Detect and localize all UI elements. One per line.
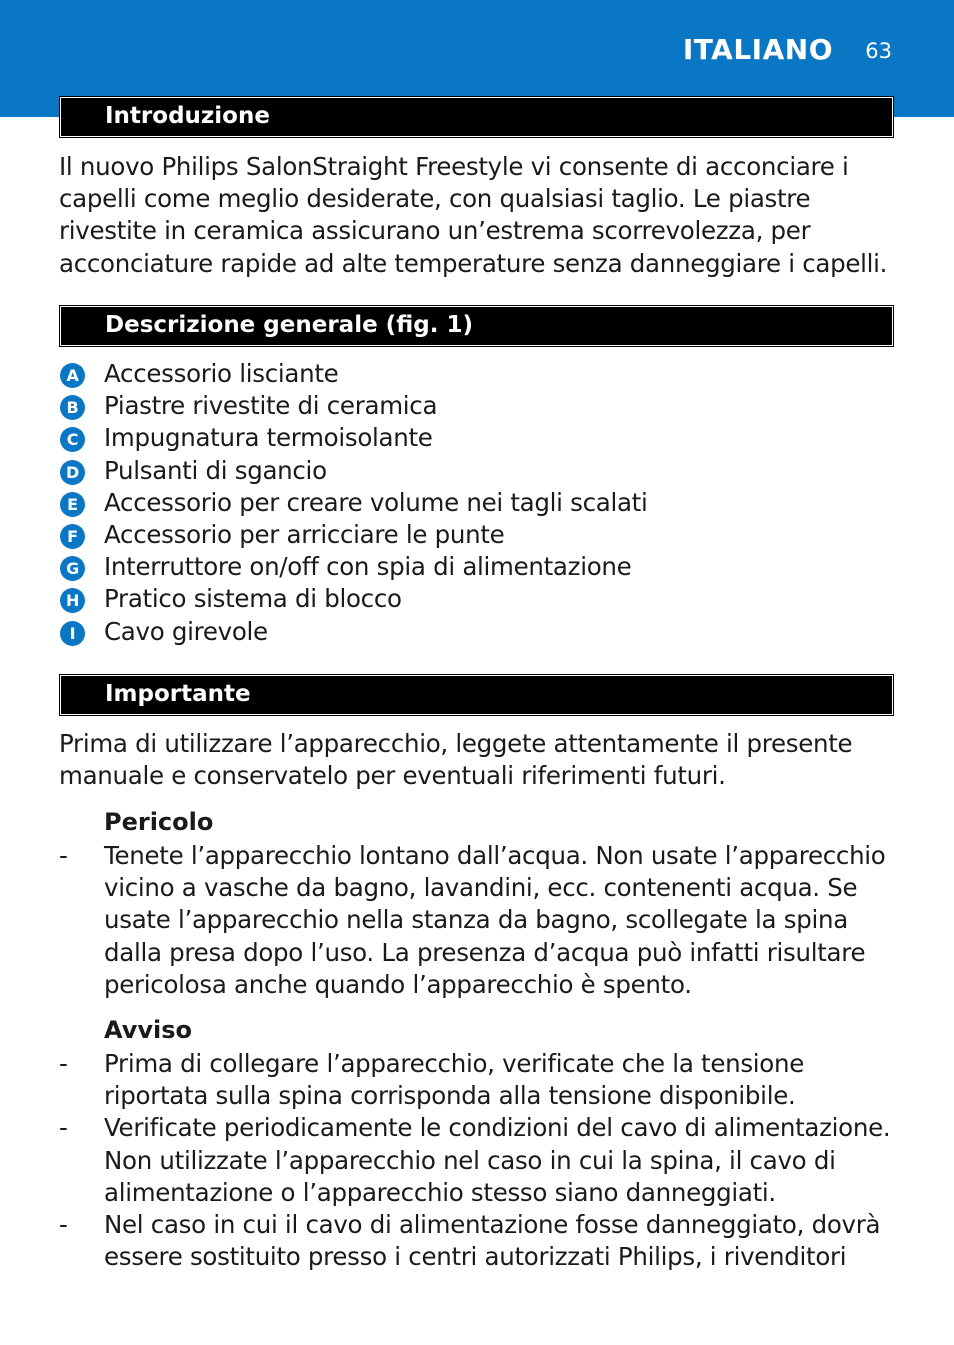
part-label: Accessorio per creare volume nei tagli scalati: [104, 487, 648, 517]
dash-bullet: -: [59, 1049, 68, 1078]
section-header-introduzione: [60, 97, 893, 137]
dash-bullet: -: [59, 1113, 68, 1143]
bullet-text: Tenete l’apparecchio lontano dall’acqua. Non usate l’apparecchio vicino a vasche da bagno, lavandini, ecc. contenenti acqua. Se usate l’apparecchio nella stanza da bagno, scollegate la spina dalla presa dopo l’uso. La presenza d’acqua può infatti risultare pericolosa anche quando l’apparecchio è spento.: [104, 841, 886, 999]
part-label: Cavo girevole: [104, 616, 268, 646]
dash-bullet: -: [59, 1210, 68, 1240]
part-label: Accessorio per arricciare le punte: [104, 519, 505, 549]
page-number: 63: [865, 39, 892, 63]
section-title: Importante: [105, 681, 251, 707]
list-item: [60, 390, 648, 422]
list-item: [60, 422, 648, 454]
danger-heading: Pericolo: [104, 808, 214, 836]
letter-badge-icon: G: [60, 556, 85, 581]
part-label: Accessorio lisciante: [104, 359, 339, 388]
section-title: Descrizione generale (fig. 1): [105, 312, 473, 338]
part-label: Pulsanti di sgancio: [104, 455, 327, 485]
list-item: [59, 1112, 899, 1209]
part-label: Impugnatura termoisolante: [104, 423, 433, 453]
list-item: [60, 519, 648, 551]
list-item: [59, 840, 899, 1001]
section-header-descrizione: [60, 306, 893, 346]
part-label: Interruttore on/off con spia di alimentazione: [104, 552, 632, 582]
warning-heading: Avviso: [104, 1016, 193, 1044]
bullet-text: Verificate periodicamente le condizioni del cavo di alimentazione. Non utilizzate l’apparecchio nel caso in cui la spina, il cavo di alimentazione o l’apparecchio stesso siano danneggiati.: [104, 1113, 891, 1207]
list-item: [60, 358, 648, 390]
letter-badge-icon: B: [60, 395, 85, 420]
important-paragraph: Prima di utilizzare l’apparecchio, leggete attentamente il presente manuale e conservatelo per eventuali riferimenti futuri.: [59, 729, 853, 791]
parts-list: [60, 358, 648, 648]
language-title: ITALIANO: [682, 33, 833, 66]
part-label: Pratico sistema di blocco: [104, 584, 402, 614]
bullet-text: Prima di collegare l’apparecchio, verificate che la tensione riportata sulla spina corrisponda alla tensione disponibile.: [104, 1049, 804, 1111]
list-item: [59, 1209, 899, 1273]
letter-badge-icon: C: [60, 427, 85, 452]
letter-badge-icon: E: [60, 492, 85, 517]
letter-badge-icon: A: [60, 363, 85, 388]
list-item: [60, 455, 648, 487]
intro-paragraph: Il nuovo Philips SalonStraight Freestyle vi consente di acconciare i capelli come meglio desiderate, con qualsiasi taglio. Le piastre rivestite in ceramica assicurano un’estrema scorrevolezza, per acconciature rapide ad alte temperature senza danneggiare i capelli.: [59, 152, 888, 278]
list-item: [60, 616, 648, 648]
section-header-importante: [60, 675, 893, 715]
list-item: [59, 1048, 899, 1112]
list-item: [60, 551, 648, 583]
danger-list: [59, 840, 899, 1001]
warning-list: [59, 1048, 899, 1273]
letter-badge-icon: F: [60, 524, 85, 549]
part-label: Piastre rivestite di ceramica: [104, 391, 438, 421]
letter-badge-icon: H: [60, 588, 85, 613]
bullet-text: Nel caso in cui il cavo di alimentazione fosse danneggiato, dovrà essere sostituito presso i centri autorizzati Philips, i rivenditori: [104, 1210, 881, 1272]
letter-badge-icon: D: [60, 460, 85, 485]
dash-bullet: -: [59, 841, 68, 870]
section-title: Introduzione: [105, 103, 270, 129]
letter-badge-icon: I: [60, 621, 85, 646]
list-item: [60, 583, 648, 615]
list-item: [60, 487, 648, 519]
